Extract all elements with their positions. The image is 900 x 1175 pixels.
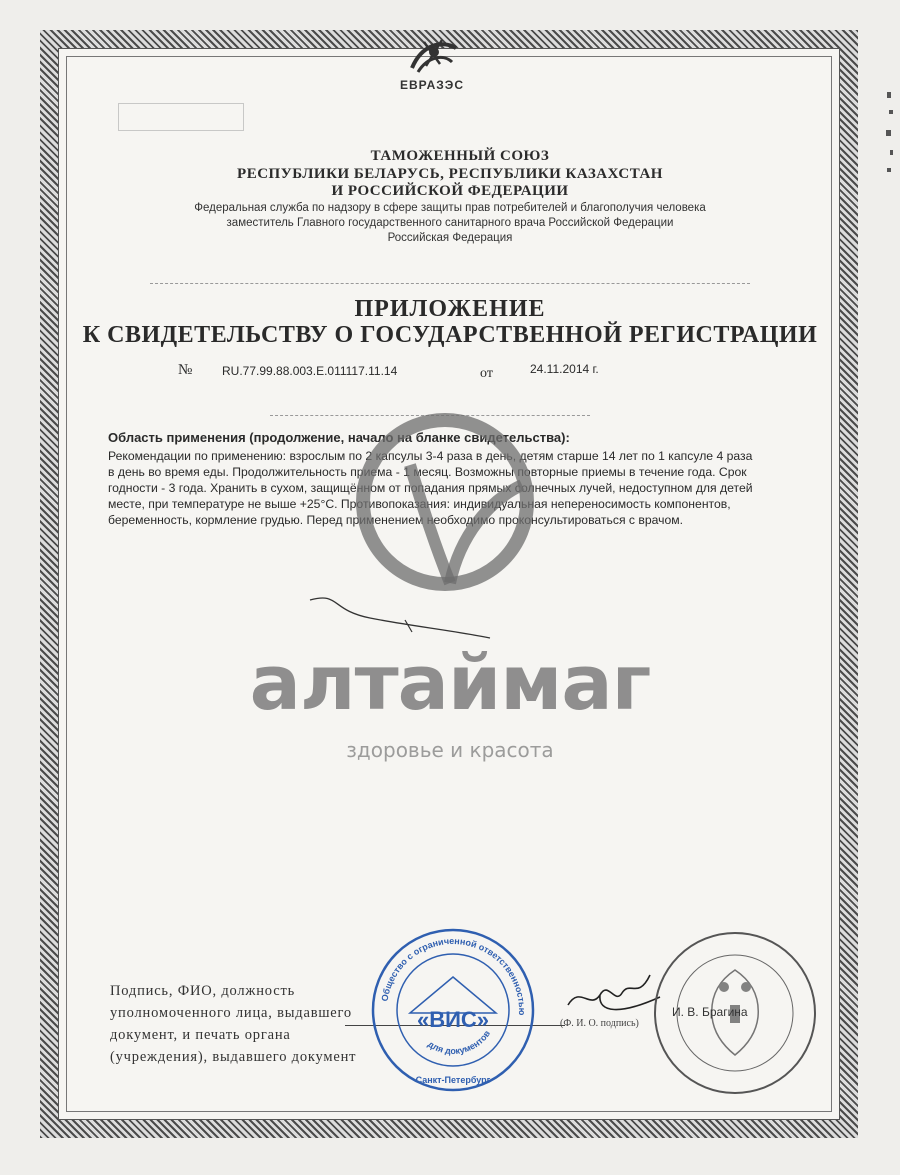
certificate-date: 24.11.2014 г. (530, 362, 599, 376)
header-line-1: ТАМОЖЕННЫЙ СОЮЗ (370, 148, 550, 164)
header-line-2: РЕСПУБЛИКИ БЕЛАРУСЬ, РЕСПУБЛИКИ КАЗАХСТАН (237, 166, 663, 182)
emblem-label: ЕВРАЗЭС (399, 78, 464, 92)
divider (150, 283, 750, 285)
stamp-city: Санкт-Петербург (415, 1075, 491, 1085)
agency-line-3: Российская Федерация (387, 232, 513, 244)
section-heading: Область применения (продолжение, начало на бланке свидетельства): (108, 430, 570, 445)
number-label: № (178, 362, 193, 378)
pen-stroke (300, 580, 500, 650)
eurasec-emblem (382, 34, 482, 98)
faint-stamp-box (118, 103, 244, 131)
section-text: Рекомендации по применению: взрослым по 2 капсулы 3-4 раза в день, детям старше 14 лет по 1 капсуле 4 раза в день во время еды. Продолжительность приема - 1 месяц. Возможны повторные приемы в течение года. Срок годности - 3 года. Хранить в сухом, защищённом от попадания прямых солнечных лучей, недоступном для детей месте, при температуре не выше +25°С. Противопоказания: индивидуальная непереносимость компонентов, беременность, кормление грудью. Перед применением необходимо проконсультироваться с врачом. (108, 449, 753, 527)
watermark-tagline: здоровье и красота (346, 738, 554, 762)
agency-line-1: Федеральная служба по надзору в сфере защиты прав потребителей и благополучия человека (194, 202, 706, 214)
date-label: от (480, 366, 493, 381)
signatory-name: И. В. Брагина (672, 1005, 748, 1019)
header-line-3: И РОССИЙСКОЙ ФЕДЕРАЦИИ (331, 183, 569, 199)
company-stamp (368, 925, 538, 1095)
stamp-inner-text: для документов (426, 1028, 493, 1057)
signature-caption: Подпись, ФИО, должность уполномоченного лица, выдавшего документ, и печать органа (учреждения), выдавшего документ (110, 983, 357, 1065)
certificate-number: RU.77.99.88.003.Е.011117.11.14 (222, 364, 398, 378)
document-subtitle: К СВИДЕТЕЛЬСТВУ О ГОСУДАРСТВЕННОЙ РЕГИСТРАЦИИ (82, 322, 818, 348)
document-title: ПРИЛОЖЕНИЕ (354, 296, 546, 322)
eurasec-logo-icon (382, 34, 482, 78)
stamp-center: «ВИС» (416, 1007, 490, 1032)
svg-text:для документов (426, 1028, 492, 1056)
watermark-brand: алтаймаг (249, 638, 651, 727)
fio-label: (Ф. И. О. подпись) (560, 1018, 639, 1029)
agency-line-2: заместитель Главного государственного санитарного врача Российской Федерации (226, 217, 674, 229)
watermark-logo-icon (350, 405, 540, 600)
stamp-ring-text: Общество с ограниченной ответственностью (379, 935, 528, 1016)
